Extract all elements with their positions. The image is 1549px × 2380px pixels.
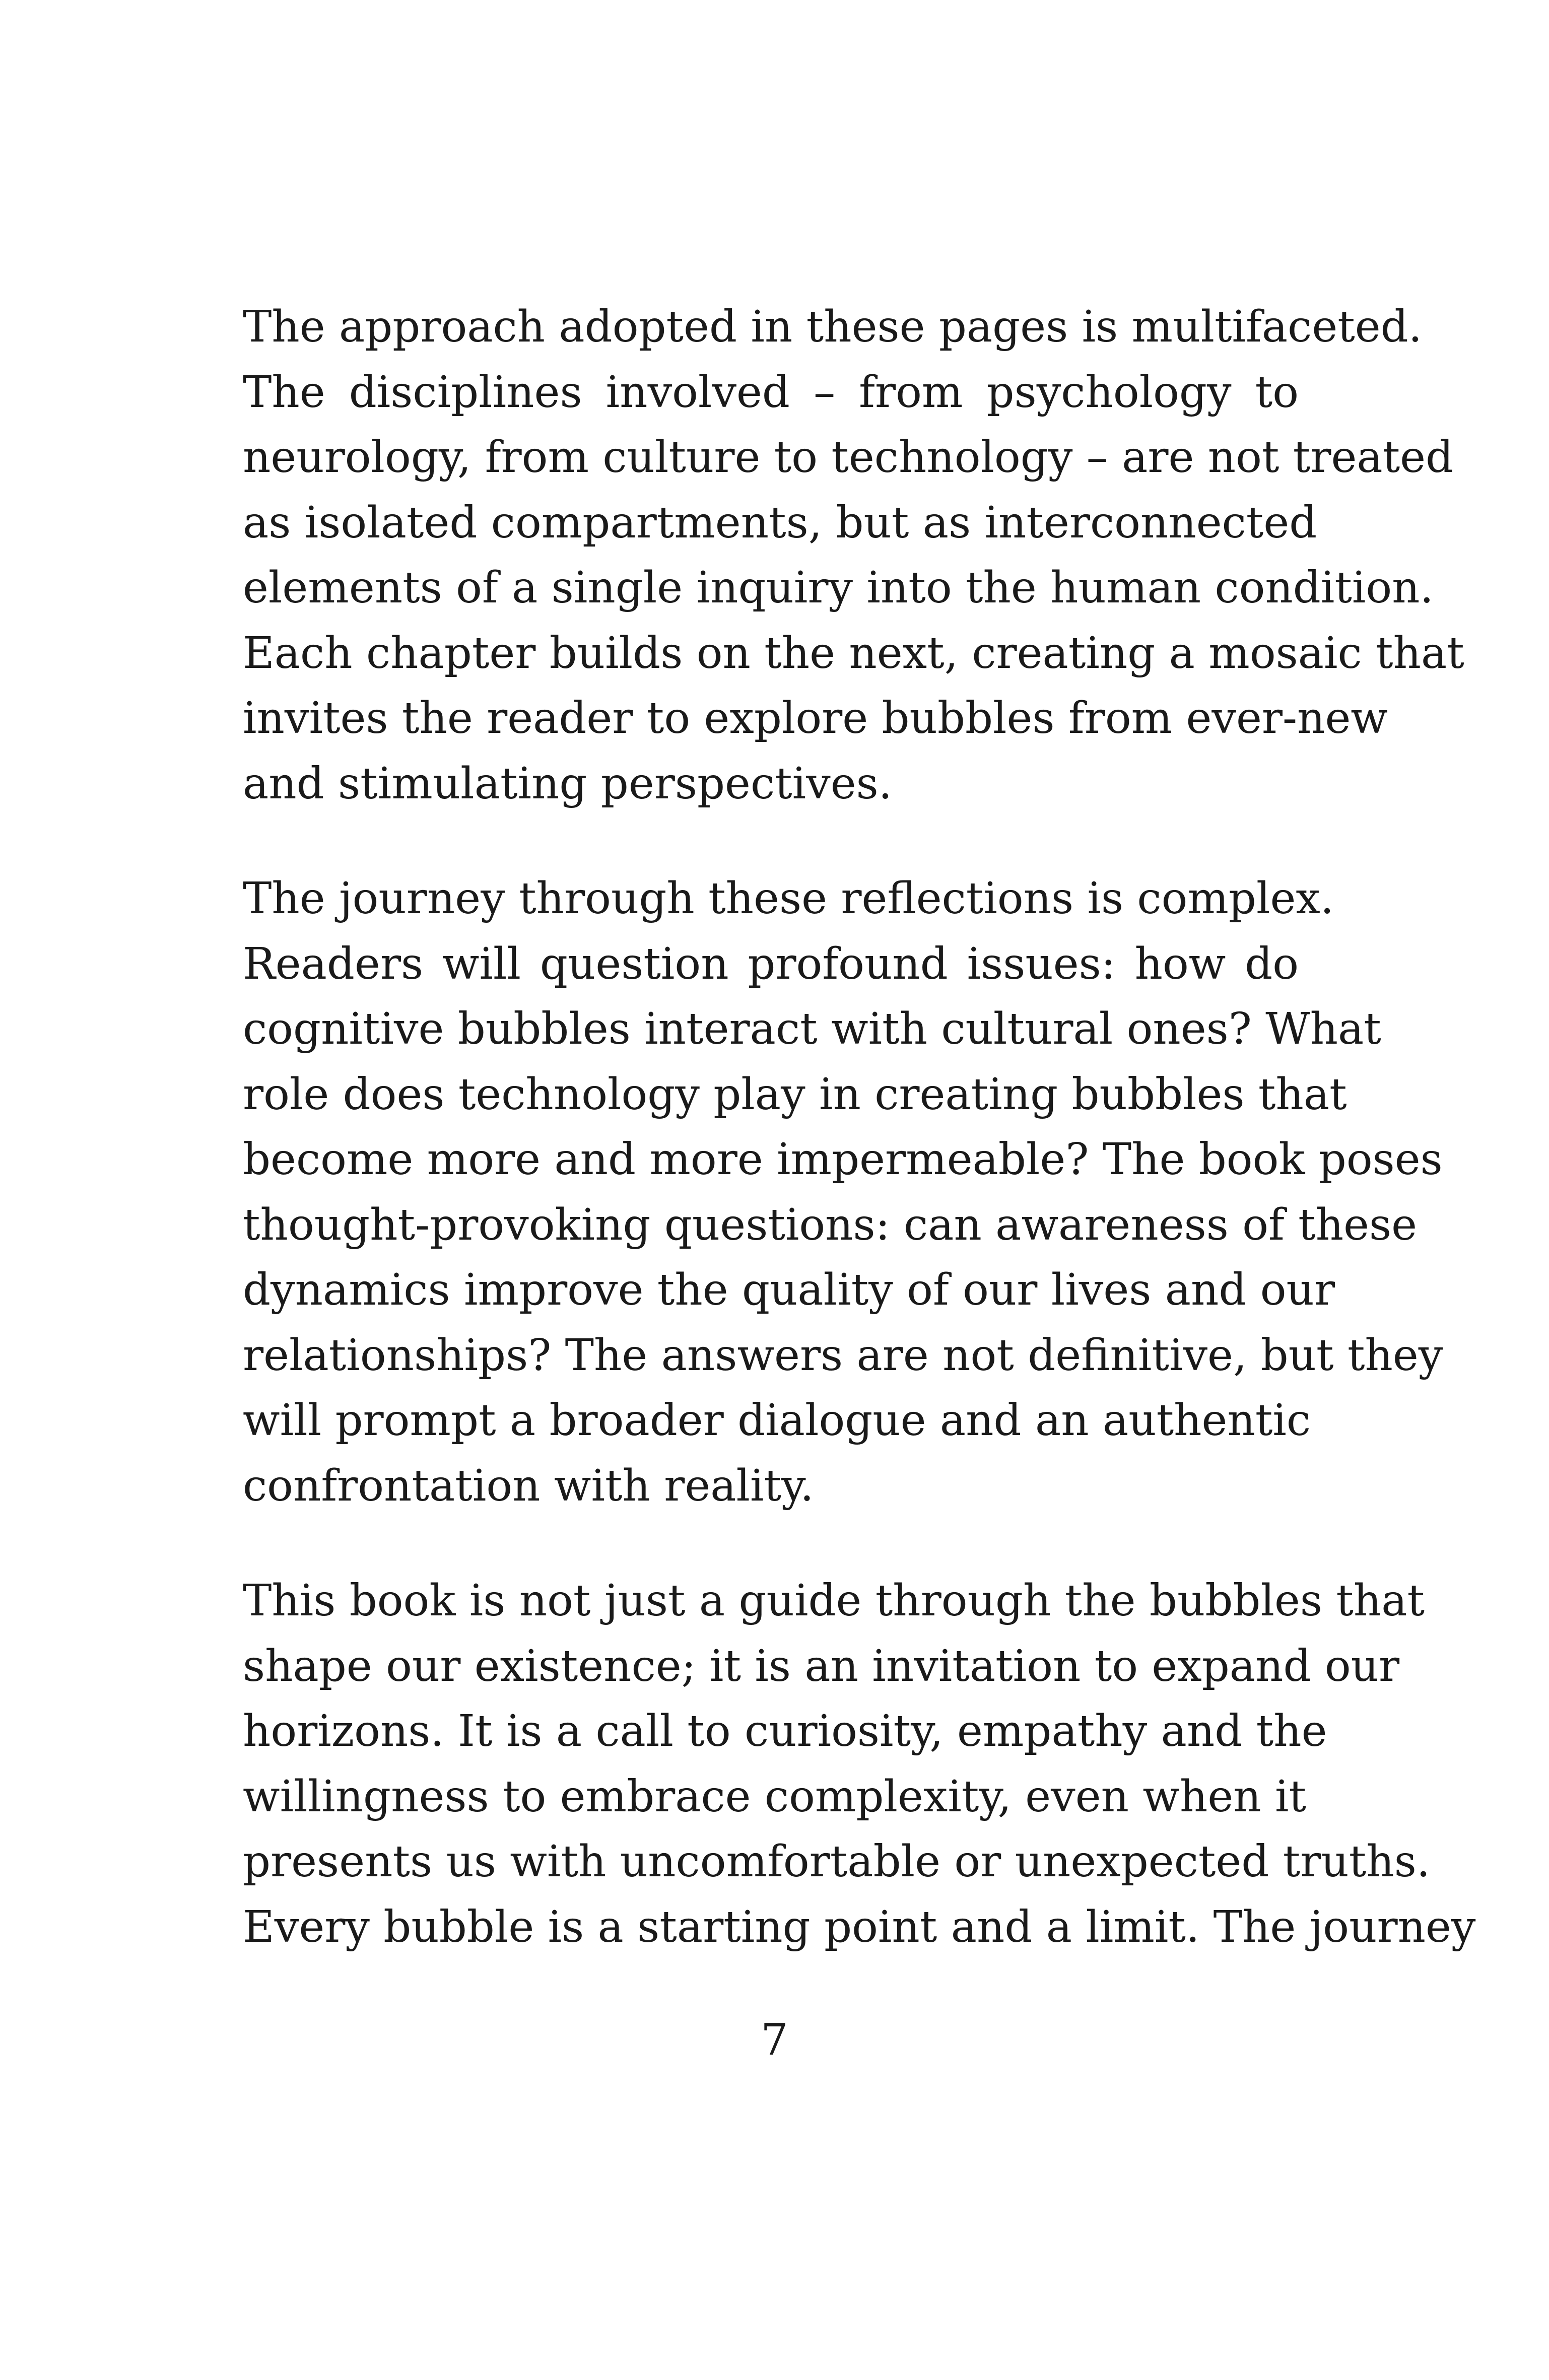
text-line: Every bubble is a starting point and a limit. The journey [243, 1901, 1476, 1952]
text-line: presents us with uncomfortable or unexpected truths. [243, 1837, 1431, 1887]
text-line: willingness to embrace complexity, even when it [243, 1771, 1307, 1822]
text-line: shape our existence; it is an invitation to expand our [243, 1641, 1400, 1691]
text-line: dynamics improve the quality of our lives and our [243, 1265, 1335, 1315]
text-line: This book is not just a guide through the bubbles that [243, 1576, 1425, 1626]
text-line: cognitive bubbles interact with cultural ones? What [243, 1004, 1381, 1054]
text-line: invites the reader to explore bubbles from ever-new [243, 693, 1388, 743]
text-line: The disciplines involved – from psychology to [243, 367, 1299, 418]
text-line: The approach adopted in these pages is multifaceted. [243, 302, 1423, 352]
text-line: will prompt a broader dialogue and an authentic [243, 1395, 1311, 1446]
text-line: as isolated compartments, but as interconnected [243, 497, 1317, 548]
text-line: Readers will question profound issues: how do [243, 938, 1299, 989]
text-line: thought-provoking questions: can awareness of these [243, 1199, 1418, 1250]
text-line: neurology, from culture to technology – are not treated [243, 432, 1454, 483]
paragraph-1 [243, 295, 1464, 817]
text-line: Each chapter builds on the next, creating a mosaic that [243, 628, 1464, 678]
text-line: relationships? The answers are not definitive, but they [243, 1330, 1443, 1381]
text-line: elements of a single inquiry into the human condition. [243, 563, 1434, 613]
text-line: and stimulating perspectives. [243, 758, 893, 809]
text-line: confrontation with reality. [243, 1460, 814, 1511]
text-line: become more and more impermeable? The book poses [243, 1134, 1443, 1185]
text-line: role does technology play in creating bubbles that [243, 1069, 1347, 1120]
body-text [243, 295, 1476, 2010]
paragraph-3 [243, 1569, 1476, 1960]
text-line: The journey through these reflections is complex. [243, 873, 1334, 924]
paragraph-2 [243, 866, 1443, 1519]
page-number: 7 [761, 2015, 788, 2065]
text-line: horizons. It is a call to curiosity, empathy and the [243, 1706, 1327, 1756]
